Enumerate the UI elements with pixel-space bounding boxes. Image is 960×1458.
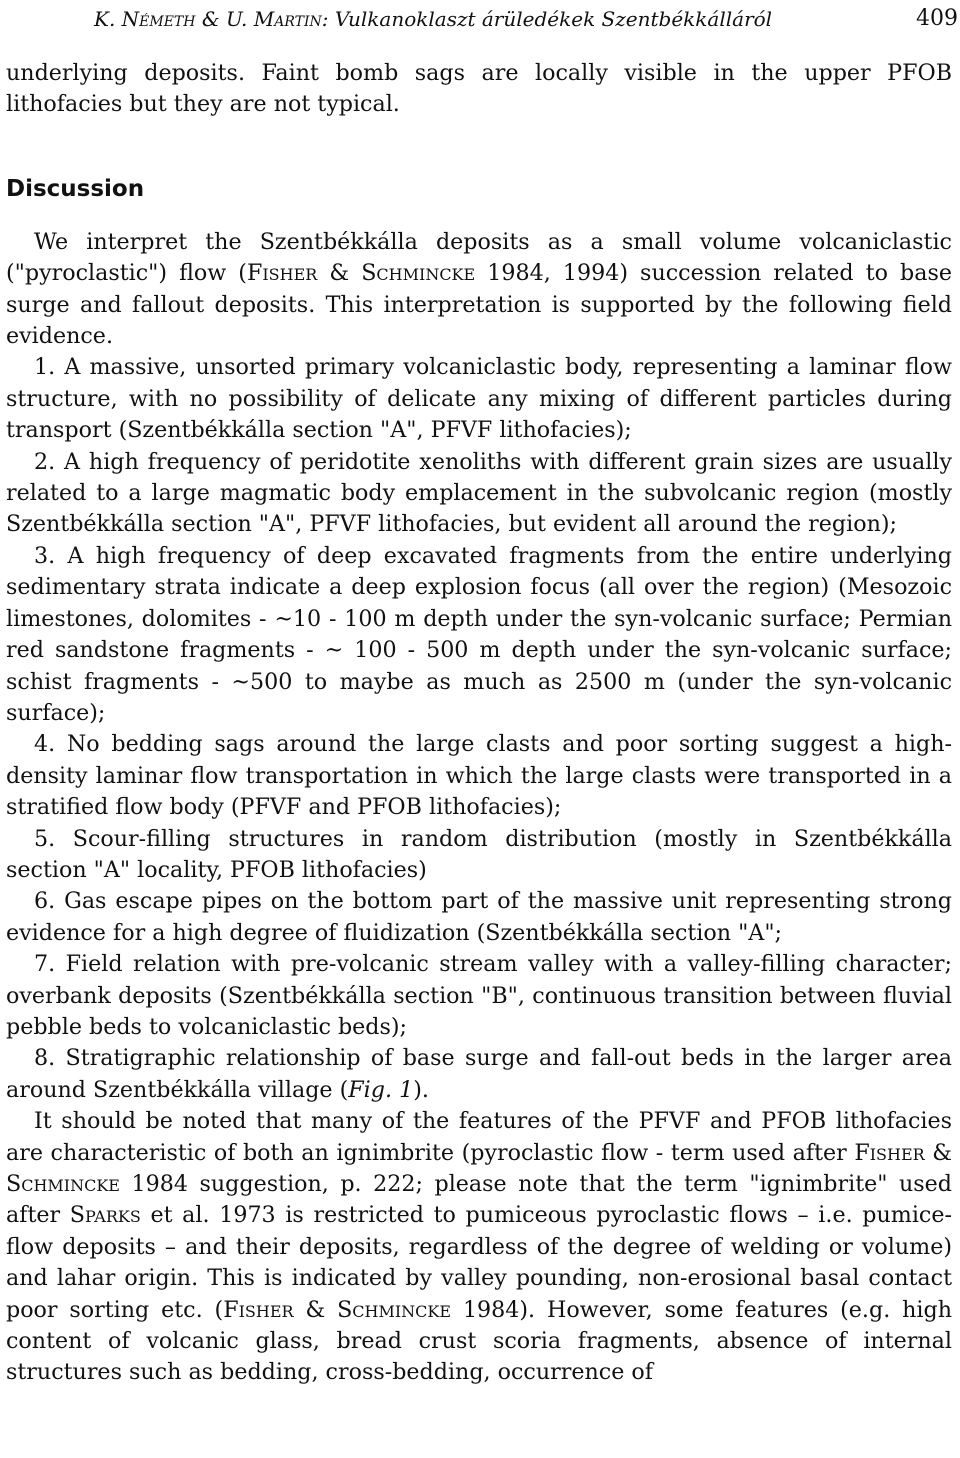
citation-amp: &	[293, 1296, 338, 1323]
para2-text: 1984 suggestion, p. 222; please note that the term "ignimbrite" used after	[6, 1171, 952, 1229]
citation-author: Sparks	[69, 1202, 141, 1229]
figure-reference: Fig. 1	[348, 1076, 414, 1103]
running-header	[94, 4, 958, 34]
evidence-item: 5. Scour-filling structures in random distribution (mostly in Szentbékkálla section "A" locality, PFOB lithofacies)	[6, 825, 952, 883]
article-title: : Vulkanoklaszt árüledékek Szentbékkálláról	[321, 7, 773, 31]
citation-author: Fisher	[246, 260, 318, 287]
author-surname-1: émeth	[139, 7, 196, 31]
evidence-item	[6, 1043, 952, 1106]
citation-author: Schmincke	[6, 1171, 120, 1197]
evidence-item: 7. Field relation with pre-volcanic stream valley with a valley-filling character; overbank deposits (Szentbékkálla section "B", continuous transition between fluvial pebble beds to volcaniclastic beds);	[6, 951, 952, 1040]
citation-author: Fisher	[854, 1139, 925, 1166]
author-initial: K. N	[94, 7, 140, 31]
evidence-item: 4. No bedding sags around the large clasts and poor sorting suggest a high-density laminar flow transportation in which the large clasts were transported in a stratified flow body (PFVF and PFOB lithofacies);	[6, 731, 952, 821]
citation-author: Schmincke	[337, 1296, 452, 1323]
citation-amp: &	[924, 1139, 952, 1166]
author-separator: & U. M	[195, 7, 275, 31]
citation-author: Fisher	[223, 1296, 294, 1323]
author-surname-2: artin	[274, 7, 322, 31]
running-title	[94, 4, 772, 34]
citation-amp: &	[317, 260, 362, 287]
para1-text: 1984, 1994) succession related to base surge and fallout deposits. This interpretation is supported by the following field evidence.	[6, 260, 952, 350]
evidence-item: 2. A high frequency of peridotite xenoliths with different grain sizes are usually related to a large magmatic body emplacement in the subvolcanic region (mostly Szentbékkálla section "A", PFVF lithofacies, but evident all around the region);	[6, 448, 952, 538]
para2-text: It should be noted that many of the features of the PFVF and PFOB lithofacies are characteristic of both an ignimbrite (pyroclastic flow - term used after	[6, 1108, 952, 1166]
citation-author: Schmincke	[361, 260, 476, 287]
evidence-item: 3. A high frequency of deep excavated fragments from the entire underlying sedimentary strata indicate a deep explosion focus (all over the region) (Mesozoic limestones, dolomites - ~10 - 100 m depth under the syn-volcanic surface; Permian red sandstone fragments - ~ 100 - 500 m depth under the syn-volcanic surface; schist fragments - ~500 to maybe as much as 2500 m (under the syn-volcanic surface);	[6, 542, 952, 726]
evidence-item: 1. A massive, unsorted primary volcaniclastic body, representing a laminar flow structure, with no possibility of delicate any mixing of different particles during transport (Szentbékkálla section "A", PFVF lithofacies);	[6, 354, 952, 444]
body-text	[6, 58, 952, 1389]
item8-text: ).	[413, 1076, 429, 1103]
note-paragraph	[6, 1106, 952, 1389]
section-heading: Discussion	[6, 175, 145, 202]
discussion-paragraph	[6, 227, 952, 353]
evidence-item: 6. Gas escape pipes on the bottom part of the massive unit representing strong evidence for a high degree of fluidization (Szentbékkálla section "A";	[6, 888, 952, 946]
page-number: 409	[916, 6, 958, 31]
intro-paragraph: underlying deposits. Faint bomb sags are locally visible in the upper PFOB lithofacies but they are not typical.	[6, 60, 952, 118]
para1-text: We interpret the Szentbékkálla deposits as a small volume volcaniclastic ("pyroclastic") flow (	[6, 228, 952, 287]
para2-text: 1984). However, some features (e.g. high content of volcanic glass, bread crust scoria fragments, absence of internal structures such as bedding, cross-bedding, occurrence of	[6, 1296, 952, 1386]
para2-text: et al. 1973 is restricted to pumiceous pyroclastic flows – i.e. pumice-flow deposits – and their deposits, regardless of the degree of welding or volume) and lahar origin. This is indicated by valley pounding, non-erosional basal contact poor sorting etc. (	[6, 1202, 952, 1323]
item8-text: 8. Stratigraphic relationship of base surge and fall-out beds in the larger area around Szentbékkálla village (	[6, 1045, 952, 1103]
